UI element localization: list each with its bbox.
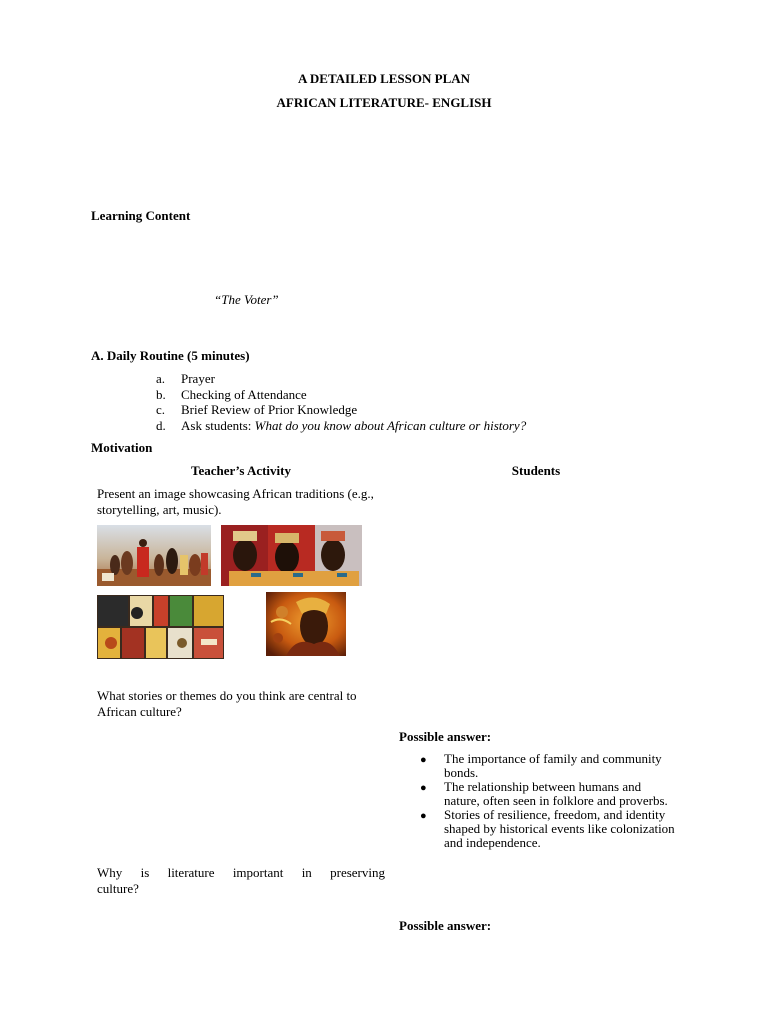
list-marker: a. <box>156 371 166 386</box>
learning-content-heading: Learning Content <box>91 208 191 223</box>
present-image-instruction: Present an image showcasing African traditions (e.g., storytelling, art, music). <box>97 486 374 517</box>
possible-answer-label-2: Possible answer: <box>399 918 492 933</box>
motivation-question-2 <box>97 865 385 897</box>
ask-question: What do you know about African culture or history? <box>254 417 527 433</box>
list-item-text: Prayer <box>181 371 215 386</box>
motivation-heading: Motivation <box>91 440 153 455</box>
list-item-text: Brief Review of Prior Knowledge <box>181 402 358 417</box>
list-marker: d. <box>156 417 166 433</box>
question-2-line-2: culture? <box>97 881 139 896</box>
students-column-header: Students <box>511 463 561 478</box>
bullet-icon: ● <box>420 782 427 794</box>
possible-answer-label: Possible answer: <box>399 729 492 744</box>
teacher-activity-column-header: Teacher’s Activity <box>190 463 291 478</box>
list-item <box>420 808 680 850</box>
list-item <box>156 418 526 434</box>
answer-text: The relationship between humans and nature, often seen in folklore and proverbs. <box>444 779 668 808</box>
list-item <box>156 402 526 418</box>
document-title: A DETAILED LESSON PLAN <box>297 71 471 86</box>
story-title: “The Voter” <box>214 292 279 307</box>
ask-label: Ask students: <box>181 417 255 433</box>
african-woman-art-image <box>266 592 346 656</box>
african-book-covers-image <box>97 595 224 659</box>
document-subtitle: AFRICAN LITERATURE- ENGLISH <box>276 95 492 110</box>
motivation-question-1: What stories or themes do you think are central to African culture? <box>97 688 357 719</box>
list-item-text <box>181 418 526 434</box>
list-item <box>156 371 526 387</box>
answer-text: The importance of family and community bonds. <box>444 751 662 780</box>
daily-routine-heading: A. Daily Routine (5 minutes) <box>91 348 250 363</box>
question-2-line-1: Why is literature important in preserving <box>97 865 385 880</box>
daily-routine-list <box>156 371 526 433</box>
possible-answers-list <box>420 752 680 850</box>
african-dancers-image <box>97 525 211 586</box>
list-item <box>420 752 680 780</box>
answer-text: Stories of resilience, freedom, and identity shaped by historical events like colonization and independence. <box>444 807 675 850</box>
bullet-icon: ● <box>420 754 427 766</box>
bullet-icon: ● <box>420 810 427 822</box>
african-faces-image <box>221 525 362 586</box>
list-marker: c. <box>156 402 166 417</box>
list-marker: b. <box>156 386 166 402</box>
list-item-text: Checking of Attendance <box>181 386 307 402</box>
list-item <box>420 780 680 808</box>
list-item <box>156 387 526 403</box>
